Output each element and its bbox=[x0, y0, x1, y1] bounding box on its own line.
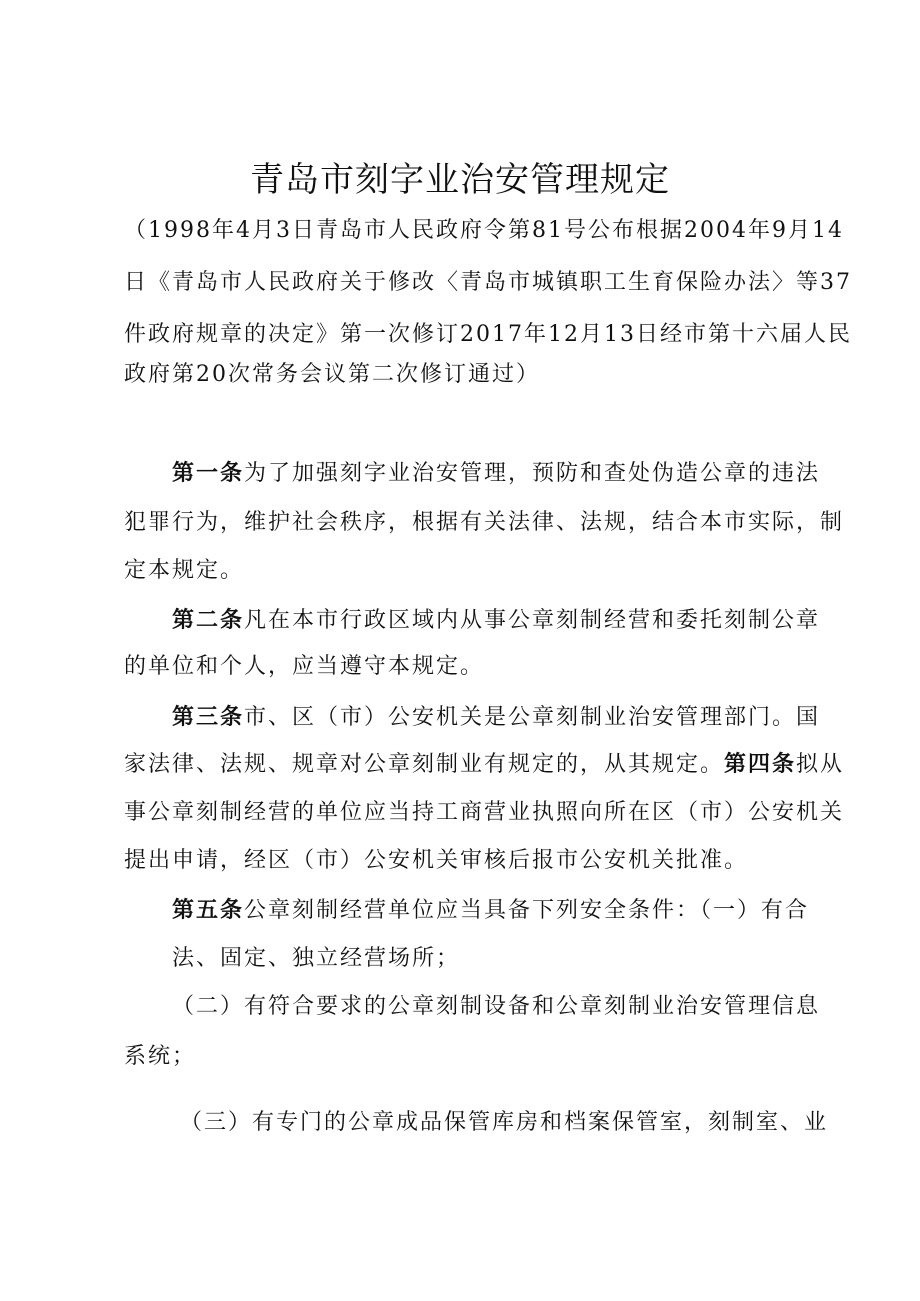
article-1-text-3: 定本规定。 bbox=[124, 558, 245, 583]
article-5-text-2: 法、固定、独立经营场所； bbox=[172, 946, 461, 971]
article-5-item-3-line-1: （三）有专门的公章成品保管库房和档案保管室，刻制室、业 bbox=[180, 1110, 829, 1135]
article-4-text-3: 提出申请，经区（市）公安机关审核后报市公安机关批准。 bbox=[124, 848, 749, 873]
article-3-text-1: 市、区（市）公安机关是公章刻制业治安管理部门。国 bbox=[244, 705, 821, 730]
article-1-heading: 第一条 bbox=[172, 460, 245, 486]
article-2-text-2: 的单位和个人，应当遵守本规定。 bbox=[124, 654, 485, 679]
article-3-heading: 第三条 bbox=[172, 704, 245, 730]
article-2-heading: 第二条 bbox=[172, 607, 245, 633]
subtitle-line-2: 日《青岛市人民政府关于修改〈青岛市城镇职工生育保险办法〉等37 bbox=[124, 270, 852, 295]
page-title: 青岛市刻字业治安管理规定 bbox=[250, 160, 670, 200]
article-5-item-2-line-1: （二）有符合要求的公章刻制设备和公章刻制业治安管理信息 bbox=[172, 994, 821, 1019]
article-1-text-1: 为了加强刻字业治安管理，预防和查处伪造公章的违法 bbox=[244, 461, 821, 486]
article-5-heading: 第五条 bbox=[172, 897, 245, 923]
article-5-item-2-line-2: 系统； bbox=[124, 1044, 197, 1069]
article-4-text-1: 拟从 bbox=[796, 752, 845, 777]
article-4-text-2: 事公章刻制经营的单位应当持工商营业执照向所在区（市）公安机关 bbox=[124, 800, 845, 825]
article-5-text-1: 公章刻制经营单位应当具备下列安全条件：（一）有合 bbox=[244, 898, 810, 923]
subtitle-line-1: （1998年4月3日青岛市人民政府令第81号公布根据2004年9月14 bbox=[124, 218, 844, 243]
subtitle-line-4: 政府第20次常务会议第二次修订通过） bbox=[124, 362, 540, 387]
article-4-heading: 第四条 bbox=[724, 751, 797, 777]
article-2-text-1: 凡在本市行政区域内从事公章刻制经营和委托刻制公章 bbox=[244, 608, 821, 633]
article-3-text-2: 家法律、法规、规章对公章刻制业有规定的，从其规定。 bbox=[124, 752, 725, 777]
article-1-text-2: 犯罪行为，维护社会秩序，根据有关法律、法规，结合本市实际，制 bbox=[124, 510, 845, 535]
subtitle-line-3: 件政府规章的决定》第一次修订2017年12月13日经市第十六届人民 bbox=[124, 322, 852, 347]
